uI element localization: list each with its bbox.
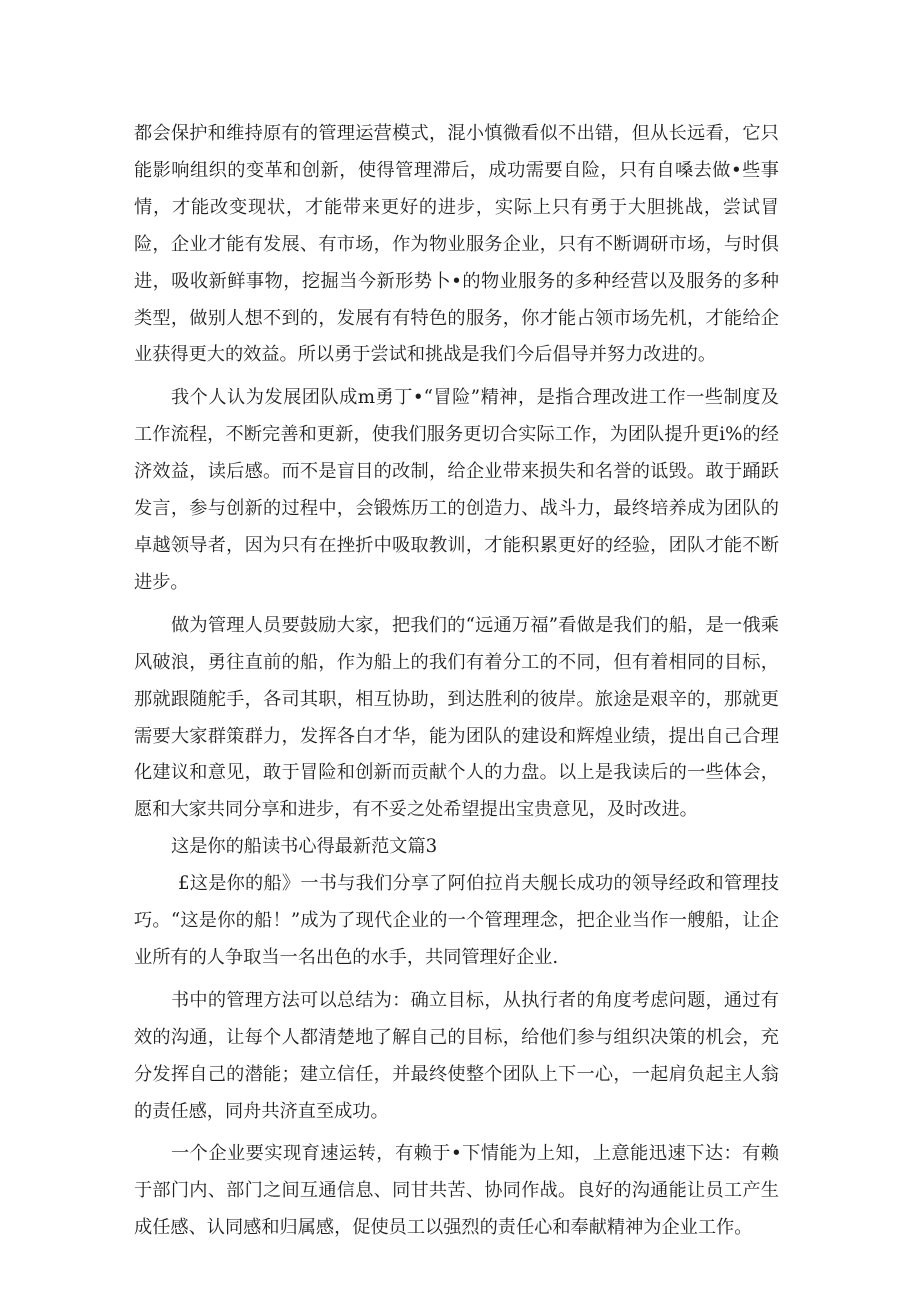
document-body	[134, 116, 779, 1247]
paragraph-4: £这是你的船》一书与我们分享了阿伯拉肖夫舰长成功的领导经政和管理技巧。“这是你的船！”成为了现代企业的一个管理理念，把企业当作一艘船，让企业所有的人争取当一名出色的水手，共同管理好企业.	[134, 873, 779, 968]
paragraph-2: 我个人认为发展团队成m勇丁•“冒险”精神，是指合理改进工作一些制度及工作流程，不断完善和更新，使我们服务更切合实际工作，为团队提升更i%的经济效益，读后感。而不是盲目的改制，给企业带来损失和名誉的诋毁。敢于踊跃发言，参与创新的过程中，会锻炼历工的创造力、战斗力，最终培养成为团队的卓越领导者，因为只有在挫折中吸取教训，才能积累更好的经验，团队才能不断进步。	[134, 387, 779, 593]
paragraph-6: 一个企业要实现育速运转，有赖于•下情能为上知，上意能迅速下达：有赖于部门内、部门之间互通信息、同甘共苦、协同作战。良好的沟通能让员工产生成任感、认同感和归属感，促使员工以强烈的责任心和奉献精神为企业工作。	[134, 1143, 779, 1239]
paragraph-1: 都会保护和维持原有的管理运营模式，混小慎微看似不出错，但从长远看，它只能影响组织的变革和创新，使得管理滞后，成功需要自险，只有自嗓去做•些事情，才能改变现状，才能带来更好的进步，实际上只有勇于大胆挑战，尝试冒险，企业才能有发展、有市场，作为物业服务企业，只有不断调研市场，与时俱进，吸收新鲜事物，挖掘当今新形势卜•的物业服务的多种经营以及服务的多种类型，做别人想不到的，发展有有特色的服务，你才能占领市场先机，才能给企业获得更大的效益。所以勇于尝试和挑战是我们今后倡导并努力改进的。	[134, 123, 779, 366]
paragraph-5: 书中的管理方法可以总结为：确立目标，从执行者的角度考虑问题，通过有效的沟通，让每个人都清楚地了解自己的目标，给他们参与组织决策的机会，充分发挥自己的潜能；建立信任，并最终使整个团队上下一心，一起肩负起主人翁的责任感，同舟共济直至成功。	[134, 989, 779, 1122]
section-heading: 这是你的船读书心得最新范文篇3	[171, 836, 438, 858]
paragraph-3: 做为管理人员要鼓励大家，把我们的“远通万福”看做是我们的船，是一俄乘风破浪，勇往直前的船，作为船上的我们有着分工的不同，但有着相同的目标，那就跟随舵手，各司其职，相互协助，到达胜利的彼岸。旅途是艰辛的，那就更需要大家群策群力，发挥各白才华，能为团队的建设和辉煌业绩，提出自己合理化建议和意见，敢于冒险和创新而贡献个人的力盘。以上是我读后的一些体会，愿和大家共同分享和进步，有不妥之处希望提出宝贵意见，及时改进。	[134, 614, 779, 821]
